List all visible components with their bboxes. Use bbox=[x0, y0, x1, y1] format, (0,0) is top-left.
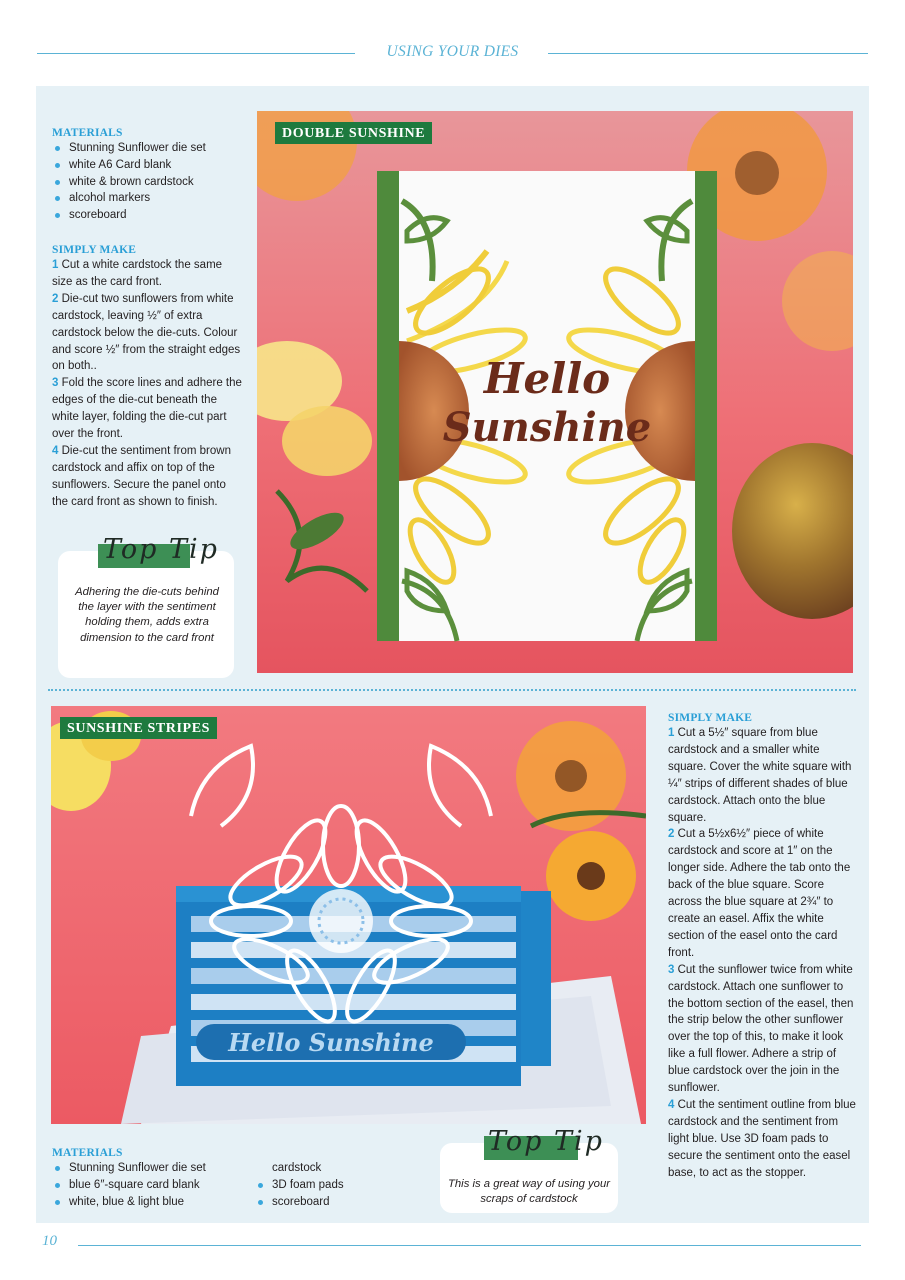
materials-item: alcohol markers bbox=[52, 190, 248, 207]
simply-make-heading: SIMPLY MAKE bbox=[52, 244, 137, 256]
step-text: Fold the score lines and adhere the edges of the die-cut beneath the white layer, folding the die-cut part over the front. bbox=[52, 377, 242, 441]
step-number: 1 bbox=[52, 259, 59, 271]
materials-item: white & brown cardstock bbox=[52, 174, 248, 191]
tip-text: Adhering the die-cuts behind the layer with the sentiment holding them, adds extra dimension to the card front bbox=[75, 586, 219, 644]
section-divider bbox=[48, 689, 856, 691]
project2-materials-col2 bbox=[255, 1160, 395, 1210]
page-number: 10 bbox=[42, 1233, 57, 1249]
header-rule-right bbox=[548, 53, 868, 54]
top-tip-title: Top Tip bbox=[488, 1126, 604, 1157]
instruction-step bbox=[668, 962, 858, 1097]
step-number: 4 bbox=[52, 444, 59, 457]
materials-list bbox=[52, 140, 248, 224]
materials-item: scoreboard bbox=[52, 207, 248, 224]
simply-make-heading: SIMPLY MAKE bbox=[668, 712, 753, 724]
step-text: Die-cut two sunflowers from white cardstock, leaving ½″ of extra cardstock below the die-cuts. Colour and score ½″ from the straight edges on both.. bbox=[52, 292, 241, 373]
materials-item: Stunning Sunflower die set bbox=[52, 140, 248, 157]
double-sunshine-photo bbox=[257, 111, 853, 673]
sentiment-sunshine: Sunshine bbox=[442, 404, 652, 451]
project-label: DOUBLE SUNSHINE bbox=[275, 122, 432, 144]
sunshine-stripes-photo bbox=[51, 706, 646, 1124]
step-text: Die-cut the sentiment from brown cardstock and affix on top of the sunflowers. Secure the panel onto the card front as shown to finish. bbox=[52, 444, 231, 508]
sentiment-hello-sunshine: Hello Sunshine bbox=[228, 1028, 434, 1057]
materials-item: white A6 Card blank bbox=[52, 157, 248, 174]
instruction-step bbox=[52, 443, 244, 511]
step-text: Cut a 5½″ square from blue cardstock and a smaller white square. Cover the white square with ¼″ strips of different shades of blue cardstock. Attach onto the blue square. bbox=[668, 727, 852, 824]
sentiment-hello: Hello bbox=[483, 354, 611, 403]
top-tip-box bbox=[440, 1126, 618, 1213]
materials-list bbox=[52, 1160, 242, 1210]
step-number: 2 bbox=[52, 292, 59, 305]
step-text: Cut the sunflower twice from white cardstock. Attach one sunflower to the bottom section of the easel, then the strip below the other sunflower over the top of this, to make it look like a full flower. Adhere a strip of blue cardstock over the join in the sunflower. bbox=[668, 963, 854, 1095]
project2-instructions bbox=[668, 711, 858, 1181]
materials-item: white, blue & light blue bbox=[52, 1194, 242, 1211]
instruction-step bbox=[52, 257, 244, 291]
step-text: Cut the sentiment outline from blue cardstock and the sentiment from light blue. Use 3D foam pads to secure the sentiment onto the easel base, to act as the stopper. bbox=[668, 1098, 856, 1179]
header-rule-left bbox=[37, 53, 355, 54]
step-number: 3 bbox=[52, 377, 59, 390]
project-label: SUNSHINE STRIPES bbox=[60, 717, 217, 739]
materials-item: Stunning Sunflower die set bbox=[52, 1160, 242, 1177]
step-text: Cut a 5½x6½″ piece of white cardstock and score at 1″ on the longer side. Adhere the tab onto the back of the blue square. Score across the blue square at 2¾″ to create an easel. Affix the white section of the easel onto the card front. bbox=[668, 828, 851, 959]
top-tip-title: Top Tip bbox=[103, 534, 219, 565]
instruction-step bbox=[52, 375, 244, 443]
materials-item: blue 6″-square card blank bbox=[52, 1177, 242, 1194]
tip-text: This is a great way of using your scraps of cardstock bbox=[448, 1178, 610, 1206]
materials-heading: MATERIALS bbox=[52, 1147, 123, 1159]
instruction-step bbox=[668, 1097, 858, 1182]
instruction-step bbox=[668, 725, 858, 826]
top-tip-box bbox=[58, 534, 234, 678]
step-text: Cut a white cardstock the same size as the card front. bbox=[52, 259, 223, 288]
materials-heading: MATERIALS bbox=[52, 127, 123, 139]
step-number: 1 bbox=[668, 727, 675, 739]
materials-item: 3D foam pads bbox=[255, 1177, 395, 1194]
instruction-step bbox=[52, 291, 244, 376]
footer-rule bbox=[78, 1245, 861, 1246]
step-number: 3 bbox=[668, 963, 675, 976]
materials-item: scoreboard bbox=[255, 1194, 395, 1211]
materials-list bbox=[255, 1177, 395, 1211]
step-number: 4 bbox=[668, 1098, 675, 1111]
instruction-step bbox=[668, 826, 858, 961]
project1-materials bbox=[52, 126, 248, 224]
project1-instructions bbox=[52, 243, 244, 511]
section-header-title: USING YOUR DIES bbox=[386, 43, 519, 60]
materials-item-continued: cardstock bbox=[272, 1162, 322, 1174]
step-number: 2 bbox=[668, 828, 675, 841]
project2-materials-col1 bbox=[52, 1146, 242, 1210]
